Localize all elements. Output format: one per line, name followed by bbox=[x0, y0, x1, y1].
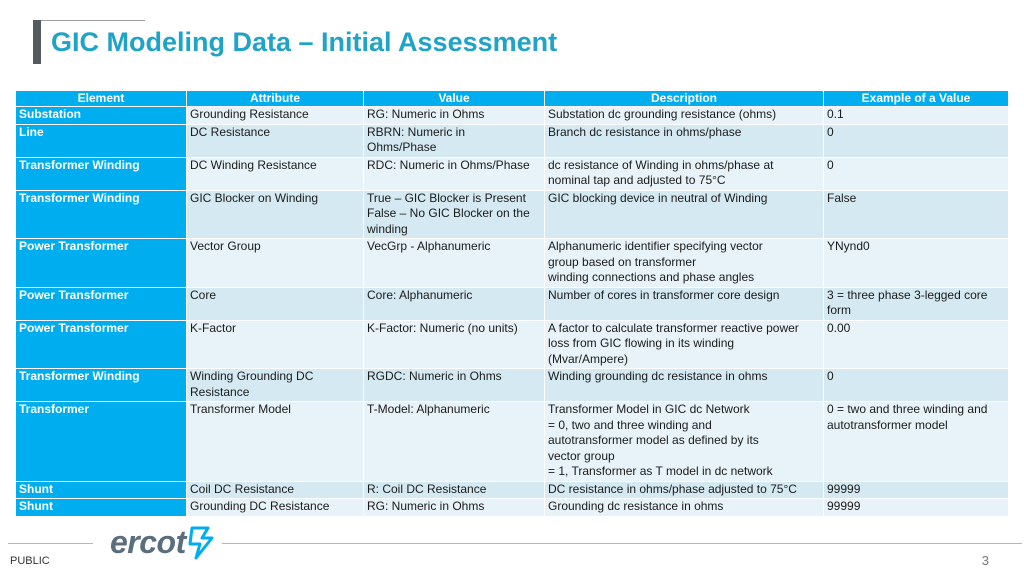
cell-description: Substation dc grounding resistance (ohms) bbox=[545, 107, 824, 125]
cell-description: Branch dc resistance in ohms/phase bbox=[545, 124, 824, 157]
cell-attribute: Transformer Model bbox=[187, 402, 364, 482]
table-row bbox=[16, 287, 1009, 320]
cell-value: K-Factor: Numeric (no units) bbox=[364, 320, 545, 369]
cell-example: 0.1 bbox=[824, 107, 1009, 125]
footer-classification: PUBLIC bbox=[10, 555, 50, 567]
cell-value: True – GIC Blocker is Present False – No GIC Blocker on the winding bbox=[364, 190, 545, 239]
ercot-logo bbox=[110, 524, 214, 561]
table-row bbox=[16, 157, 1009, 190]
cell-attribute: GIC Blocker on Winding bbox=[187, 190, 364, 239]
cell-example: False bbox=[824, 190, 1009, 239]
cell-example: 0.00 bbox=[824, 320, 1009, 369]
cell-description: A factor to calculate transformer reactive power loss from GIC flowing in its winding (Mvar/Ampere) bbox=[545, 320, 824, 369]
cell-description: DC resistance in ohms/phase adjusted to 75°C bbox=[545, 481, 824, 499]
cell-value: RG: Numeric in Ohms bbox=[364, 499, 545, 517]
cell-attribute: Vector Group bbox=[187, 239, 364, 288]
table-row bbox=[16, 190, 1009, 239]
cell-example: 99999 bbox=[824, 499, 1009, 517]
cell-attribute: Coil DC Resistance bbox=[187, 481, 364, 499]
cell-value: RDC: Numeric in Ohms/Phase bbox=[364, 157, 545, 190]
table-row bbox=[16, 499, 1009, 517]
cell-example: 0 bbox=[824, 157, 1009, 190]
table-header-row bbox=[16, 91, 1009, 107]
cell-element: Line bbox=[16, 124, 187, 157]
cell-element: Power Transformer bbox=[16, 239, 187, 288]
cell-element: Substation bbox=[16, 107, 187, 125]
cell-example: 99999 bbox=[824, 481, 1009, 499]
title-rule bbox=[33, 20, 145, 21]
cell-example: 0 = two and three winding and autotransformer model bbox=[824, 402, 1009, 482]
footer-rule-left bbox=[8, 543, 93, 544]
cell-attribute: Grounding DC Resistance bbox=[187, 499, 364, 517]
cell-element: Transformer Winding bbox=[16, 369, 187, 402]
table-row bbox=[16, 369, 1009, 402]
cell-value: RGDC: Numeric in Ohms bbox=[364, 369, 545, 402]
cell-value: RG: Numeric in Ohms bbox=[364, 107, 545, 125]
cell-value: R: Coil DC Resistance bbox=[364, 481, 545, 499]
cell-description: Transformer Model in GIC dc Network = 0, two and three winding and autotransformer model as defined by its vector group = 1, Transformer as T model in dc network bbox=[545, 402, 824, 482]
cell-example: 0 bbox=[824, 369, 1009, 402]
lightning-star-icon bbox=[188, 526, 214, 560]
table-row bbox=[16, 402, 1009, 482]
title-accent-bar bbox=[33, 20, 41, 64]
cell-element: Transformer bbox=[16, 402, 187, 482]
cell-element: Transformer Winding bbox=[16, 190, 187, 239]
header-attribute: Attribute bbox=[187, 91, 364, 107]
cell-example: 3 = three phase 3-legged core form bbox=[824, 287, 1009, 320]
page-number: 3 bbox=[981, 553, 989, 568]
header-value: Value bbox=[364, 91, 545, 107]
cell-element: Shunt bbox=[16, 481, 187, 499]
cell-example: 0 bbox=[824, 124, 1009, 157]
cell-value: VecGrp - Alphanumeric bbox=[364, 239, 545, 288]
table-row bbox=[16, 239, 1009, 288]
cell-description: Number of cores in transformer core design bbox=[545, 287, 824, 320]
cell-attribute: Grounding Resistance bbox=[187, 107, 364, 125]
cell-value: RBRN: Numeric in Ohms/Phase bbox=[364, 124, 545, 157]
header-description: Description bbox=[545, 91, 824, 107]
cell-element: Shunt bbox=[16, 499, 187, 517]
cell-value: T-Model: Alphanumeric bbox=[364, 402, 545, 482]
table-row bbox=[16, 320, 1009, 369]
gic-data-table bbox=[15, 90, 1009, 517]
cell-description: Grounding dc resistance in ohms bbox=[545, 499, 824, 517]
cell-attribute: DC Resistance bbox=[187, 124, 364, 157]
cell-attribute: Core bbox=[187, 287, 364, 320]
cell-element: Power Transformer bbox=[16, 320, 187, 369]
cell-attribute: K-Factor bbox=[187, 320, 364, 369]
footer-rule-right bbox=[222, 543, 1022, 544]
header-example: Example of a Value bbox=[824, 91, 1009, 107]
cell-attribute: DC Winding Resistance bbox=[187, 157, 364, 190]
page-title: GIC Modeling Data – Initial Assessment bbox=[51, 27, 558, 57]
cell-value: Core: Alphanumeric bbox=[364, 287, 545, 320]
table-row bbox=[16, 107, 1009, 125]
table-row bbox=[16, 124, 1009, 157]
table-row bbox=[16, 481, 1009, 499]
cell-attribute: Winding Grounding DC Resistance bbox=[187, 369, 364, 402]
cell-description: Alphanumeric identifier specifying vector group based on transformer winding connections and phase angles bbox=[545, 239, 824, 288]
cell-element: Power Transformer bbox=[16, 287, 187, 320]
cell-element: Transformer Winding bbox=[16, 157, 187, 190]
logo-text: ercot bbox=[110, 524, 186, 560]
cell-description: Winding grounding dc resistance in ohms bbox=[545, 369, 824, 402]
header-element: Element bbox=[16, 91, 187, 107]
cell-description: dc resistance of Winding in ohms/phase at nominal tap and adjusted to 75°C bbox=[545, 157, 824, 190]
cell-description: GIC blocking device in neutral of Winding bbox=[545, 190, 824, 239]
cell-example: YNynd0 bbox=[824, 239, 1009, 288]
